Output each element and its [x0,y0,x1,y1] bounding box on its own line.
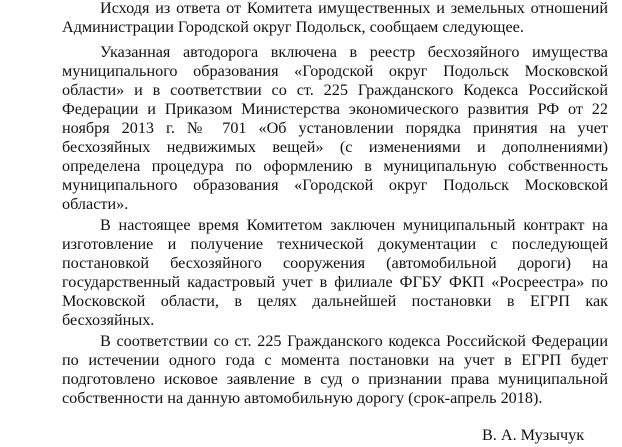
paragraph-3-line-3: постановкой бесхозяйного сооружения (автомобильной дороги) на [62,254,608,272]
paragraph-1-line-2: Администрации Городской округ Подольск, сообщаем следующее. [62,18,524,36]
paragraph-4-line-4: собственности на данную автомобильную дорогу (срок-апрель 2018). [62,389,543,407]
paragraph-2-line-8: муниципального образования «Городской округ Подольск Московской [62,176,608,194]
paragraph-1-line-1: Исходя из ответа от Комитета имущественных и земельных отношений [100,0,608,17]
paragraph-4-line-1: В соответствии со ст. 225 Гражданского кодекса Российской Федерации [100,332,608,350]
paragraph-2-line-7: определена процедура по оформлению в муниципальную собственность [62,157,608,175]
paragraph-2-line-3: области» и в соответствии со ст. 225 Гражданского Кодекса Российской [62,81,608,99]
paragraph-3-line-5: Московской области, в целях дальнейшей постановки в ЕГРП как [62,292,608,310]
paragraph-4-line-2: по истечении одного года с момента постановки на учет в ЕГРП будет [62,351,608,369]
paragraph-3-line-6: бесхозяйных. [62,311,155,329]
paragraph-2-line-1: Указанная автодорога включена в реестр бесхозяйного имущества [100,43,608,61]
paragraph-3-line-1: В настоящее время Комитетом заключен муниципальный контракт на [100,216,608,234]
paragraph-2-line-6: бесхозяйных недвижимых вещей» (с изменениями и дополнениями) [62,138,608,156]
paragraph-2-line-4: Федерации и Приказом Министерства экономического развития РФ от 22 [62,100,608,118]
paragraph-2-line-5: ноября 2013 г. № 701 «Об установлении порядка принятия на учет [62,119,608,137]
paragraph-3-line-4: государственный кадастровый учет в филиале ФГБУ ФКП «Росреестра» по [62,273,608,291]
paragraph-2-line-9: области». [62,195,129,213]
paragraph-3-line-2: изготовление и получение технической документации с последующей [62,235,608,253]
signature-name: В. А. Музычук [482,426,585,444]
paragraph-4-line-3: подготовлено исковое заявление в суд о признании права муниципальной [62,370,608,388]
paragraph-2-line-2: муниципального образования «Городской округ Подольск Московской [62,62,608,80]
